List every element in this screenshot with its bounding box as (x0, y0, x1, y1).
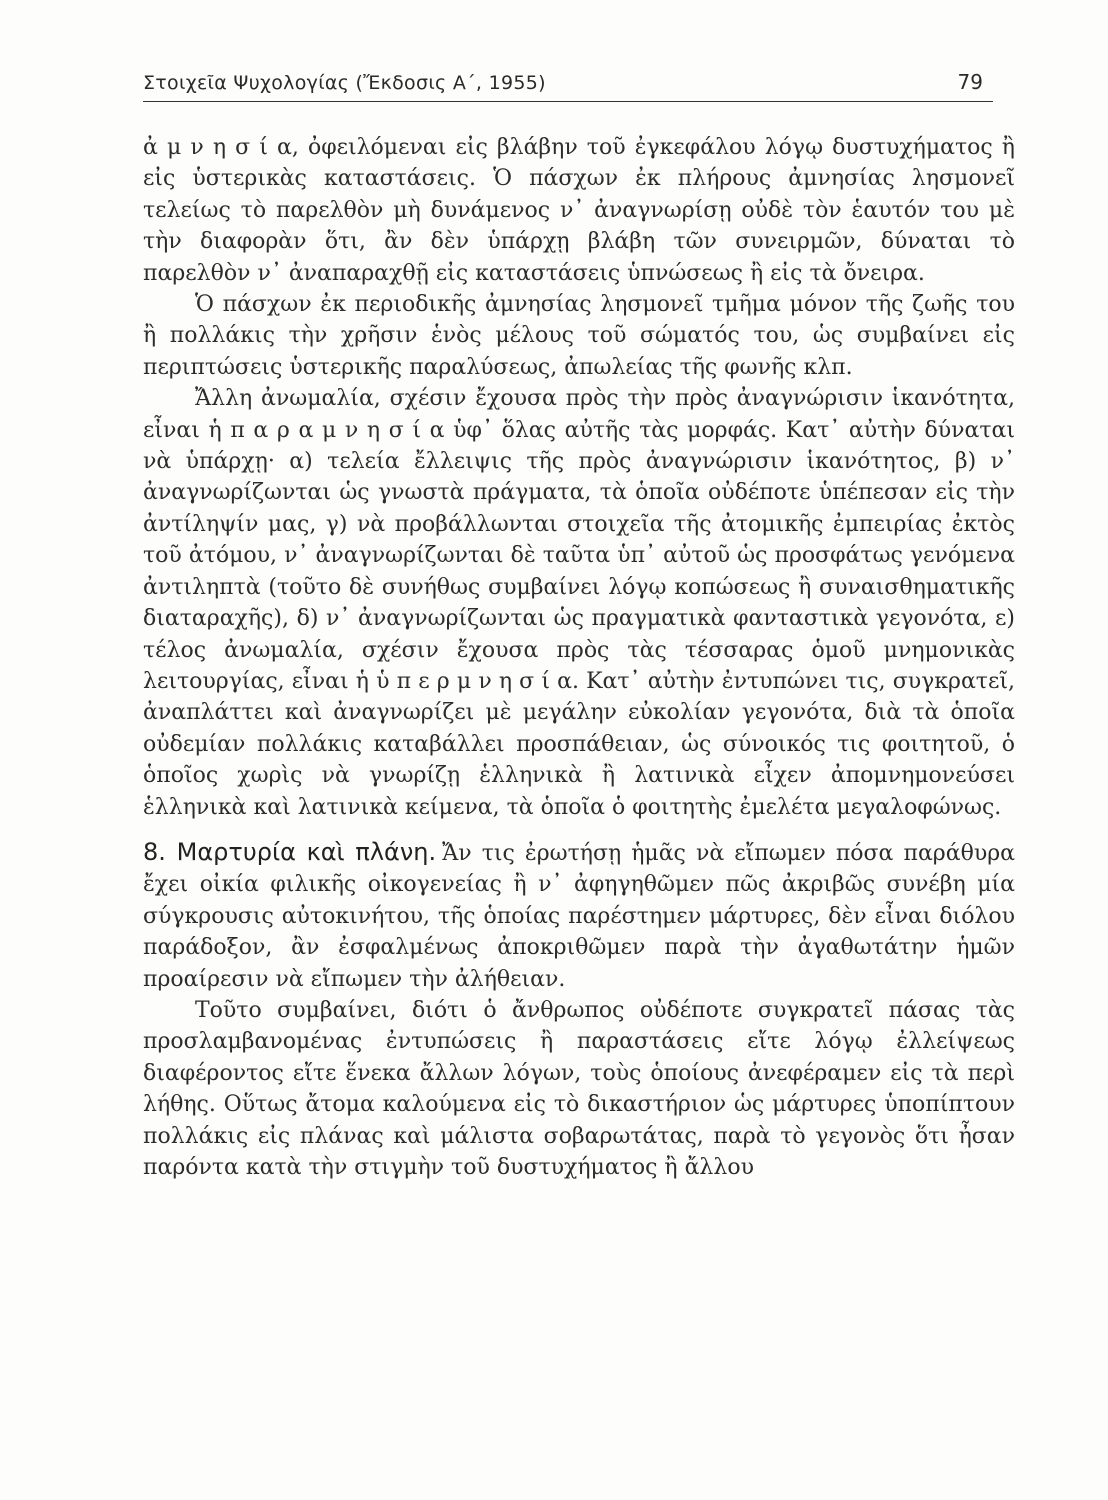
section-heading: 8. Μαρτυρία καὶ πλάνη. (143, 837, 437, 866)
paragraph-testimony: Ἄν τις ἐρωτήσῃ ἡμᾶς νὰ εἴπωμεν πόσα παράθυρα ἔχει οἰκία φιλικῆς οἰκογενείας ἢ ν᾽ ἀφηγηθῶμεν πῶς ἀκριβῶς συνέβη μία σύγκρουσις αὐτοκινήτου, τῆς ὁποίας παρέστημεν μάρτυρες, δὲν εἶναι διόλου παράδοξον, ἂν ἐσφαλμένως ἀποκριθῶμεν παρὰ τὴν ἀγαθωτάτην ἡμῶν προαίρεσιν νὰ εἴπωμεν τὴν ἀλήθειαν. (143, 840, 1015, 992)
body-text (143, 132, 1015, 1183)
running-header (143, 70, 993, 106)
section-8-paragraph (143, 837, 1015, 995)
paragraph-error: Τοῦτο συμβαίνει, διότι ὁ ἄνθρωπος οὐδέποτε συγκρατεῖ πάσας τὰς προσλαμβανομένας ἐντυπώσεις ἢ παραστάσεις εἴτε λόγῳ ἐλλείψεως διαφέροντος εἴτε ἕνεκα ἄλλων λόγων, τοὺς ὁποίους ἀνεφέραμεν εἰς τὰ περὶ λήθης. Οὕτως ἄτομα καλούμενα εἰς τὸ δικαστήριον ὡς μάρτυρες ὑποπίπτουν πολλάκις εἰς πλάνας καὶ μάλιστα σοβαρωτάτας, παρὰ τὸ γεγονὸς ὅτι ἦσαν παρόντα κατὰ τὴν στιγμὴν τοῦ δυστυχήματος ἢ ἄλλου (143, 997, 1015, 1180)
running-title: Στοιχεῖα Ψυχολογίας (Ἔκδοσις Α΄, 1955) (143, 72, 546, 94)
paragraph-paramnesia: Ἄλλη ἀνωμαλία, σχέσιν ἔχουσα πρὸς τὴν πρὸς ἀναγνώρισιν ἱκανότητα, εἶναι ἡ π α ρ α μ ν η σ ί α ὑφ᾽ ὅλας αὐτῆς τὰς μορφάς. Κατ᾽ αὐτὴν δύναται νὰ ὑπάρχῃ· α) τελεία ἔλλειψις τῆς πρὸς ἀναγνώρισιν ἱκανότητος, β) ν᾽ ἀναγνωρίζωνται ὡς γνωστὰ πράγματα, τὰ ὁποῖα οὐδέποτε ὑπέπεσαν εἰς τὴν ἀντίληψίν μας, γ) νὰ προβάλλωνται στοιχεῖα τῆς ἀτομικῆς ἐμπειρίας ἐκτὸς τοῦ ἀτόμου, ν᾽ ἀναγνωρίζωνται δὲ ταῦτα ὑπ᾽ αὐτοῦ ὡς προσφάτως γενόμενα ἀντιληπτὰ (τοῦτο δὲ συνήθως συμβαίνει λόγῳ κοπώσεως ἢ συναισθηματικῆς διαταραχῆς), δ) ν᾽ ἀναγνωρίζωνται ὡς πραγματικὰ φανταστικὰ γεγονότα, ε) τέλος ἀνωμαλία, σχέσιν ἔχουσα πρὸς τὰς τέσσαρας ὁμοῦ μνημονικὰς λειτουργίας, εἶναι ἡ ὑ π ε ρ μ ν η σ ί α. Κατ᾽ αὐτὴν ἐντυπώνει τις, συγκρατεῖ, ἀναπλάττει καὶ ἀναγνωρίζει μὲ μεγάλην εὐκολίαν γεγονότα, διὰ τὰ ὁποῖα οὐδεμίαν πολλάκις καταβάλλει προσπάθειαν, ὡς σύνοικός τις φοιτητοῦ, ὁ ὁποῖος χωρὶς νὰ γνωρίζῃ ἑλληνικὰ ἢ λατινικὰ εἶχεν ἀπομνημονεύσει ἑλληνικὰ καὶ λατινικὰ κείμενα, τὰ ὁποῖα ὁ φοιτητὴς ἐμελέτα μεγαλοφώνως. (143, 386, 1015, 820)
paragraph-periodic-amnesia: Ὁ πάσχων ἐκ περιοδικῆς ἀμνησίας λησμονεῖ τμῆμα μόνον τῆς ζωῆς του ἢ πολλάκις τὴν χρῆσιν ἑνὸς μέλους τοῦ σώματός του, ὡς συμβαίνει εἰς περιπτώσεις ὑστερικῆς παραλύσεως, ἀπωλείας τῆς φωνῆς κλπ. (143, 292, 1015, 380)
page-number: 79 (957, 70, 983, 94)
paragraph-amnesia: ἀ μ ν η σ ί α, ὀφειλόμεναι εἰς βλάβην τοῦ ἐγκεφάλου λόγῳ δυστυχήματος ἢ εἰς ὑστερικὰς καταστάσεις. Ὁ πάσχων ἐκ πλήρους ἀμνησίας λησμονεῖ τελείως τὸ παρελθὸν μὴ δυνάμενος ν᾽ ἀναγνωρίσῃ οὐδὲ τὸν ἑαυτόν του μὲ τὴν διαφορὰν ὅτι, ἂν δὲν ὑπάρχῃ βλάβη τῶν συνειρμῶν, δύναται τὸ παρελθὸν ν᾽ ἀναπαραχθῇ εἰς καταστάσεις ὑπνώσεως ἢ εἰς τὰ ὄνειρα. (143, 135, 1015, 286)
header-rule (143, 101, 993, 102)
